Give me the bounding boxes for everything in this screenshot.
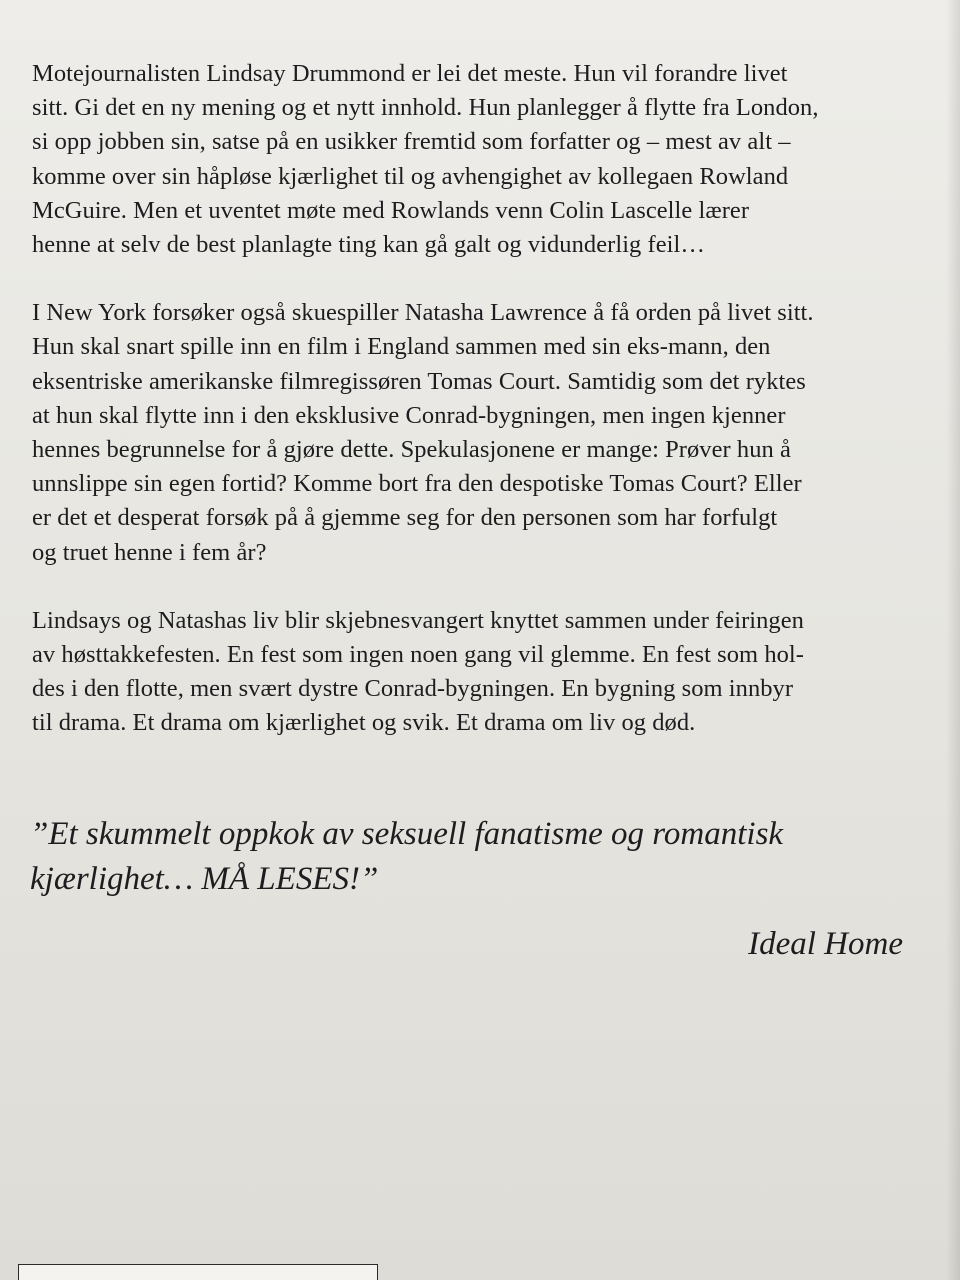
blurb-paragraph-1 bbox=[32, 57, 932, 262]
blurb-line: henne at selv de best planlagte ting kan gå galt og vidunderlig feil… bbox=[32, 231, 705, 259]
barcode-box bbox=[18, 1264, 378, 1280]
blurb-line: og truet henne i fem år? bbox=[32, 538, 267, 566]
blurb-line: si opp jobben sin, satse på en usikker fremtid som forfatter og – mest av alt – bbox=[32, 128, 791, 156]
blurb-line: des i den flotte, men svært dystre Conrad-bygningen. En bygning som innbyr bbox=[32, 675, 794, 703]
blurb-line: til drama. Et drama om kjærlighet og svik. Et drama om liv og død. bbox=[32, 709, 696, 737]
blurb-line: Motejournalisten Lindsay Drummond er lei det meste. Hun vil forandre livet bbox=[32, 60, 788, 87]
blurb-line: unnslippe sin egen fortid? Komme bort fra den despotiske Tomas Court? Eller bbox=[32, 470, 802, 498]
blurb-paragraph-3 bbox=[32, 604, 932, 741]
blurb-line: Lindsays og Natashas liv blir skjebnesvangert knyttet sammen under feiringen bbox=[32, 606, 804, 634]
blurb-line: Hun skal snart spille inn en film i England sammen med sin eks-mann, den bbox=[32, 333, 771, 361]
blurb-text bbox=[32, 57, 932, 775]
blurb-line: er det et desperat forsøk på å gjemme seg for den personen som har forfulgt bbox=[32, 504, 778, 532]
blurb-line: komme over sin håpløse kjærlighet til og avhengighet av kollegaen Rowland bbox=[32, 162, 789, 190]
quote-line: kjærlighet… MÅ LESES!” bbox=[30, 861, 379, 897]
blurb-paragraph-2 bbox=[32, 296, 932, 570]
blurb-line: av høsttakkefesten. En fest som ingen noen gang vil glemme. En fest som hol- bbox=[32, 641, 804, 669]
blurb-line: McGuire. Men et uventet møte med Rowlands venn Colin Lascelle lærer bbox=[32, 196, 750, 224]
cover-edge-shadow bbox=[946, 0, 960, 1280]
blurb-line: hennes begrunnelse for å gjøre dette. Spekulasjonene er mange: Prøver hun å bbox=[32, 436, 791, 464]
quote-source: Ideal Home bbox=[748, 926, 903, 962]
blurb-line: I New York forsøker også skuespiller Natasha Lawrence å få orden på livet sitt. bbox=[32, 299, 814, 327]
blurb-line: eksentriske amerikanske filmregissøren Tomas Court. Samtidig som det ryktes bbox=[32, 367, 806, 395]
blurb-line: sitt. Gi det en ny mening og et nytt innhold. Hun planlegger å flytte fra London, bbox=[32, 94, 819, 122]
blurb-line: at hun skal flytte inn i den eksklusive Conrad-bygningen, men ingen kjenner bbox=[32, 401, 786, 429]
review-quote bbox=[30, 812, 930, 902]
quote-line: ”Et skummelt oppkok av seksuell fanatisme og romantisk bbox=[30, 816, 784, 852]
